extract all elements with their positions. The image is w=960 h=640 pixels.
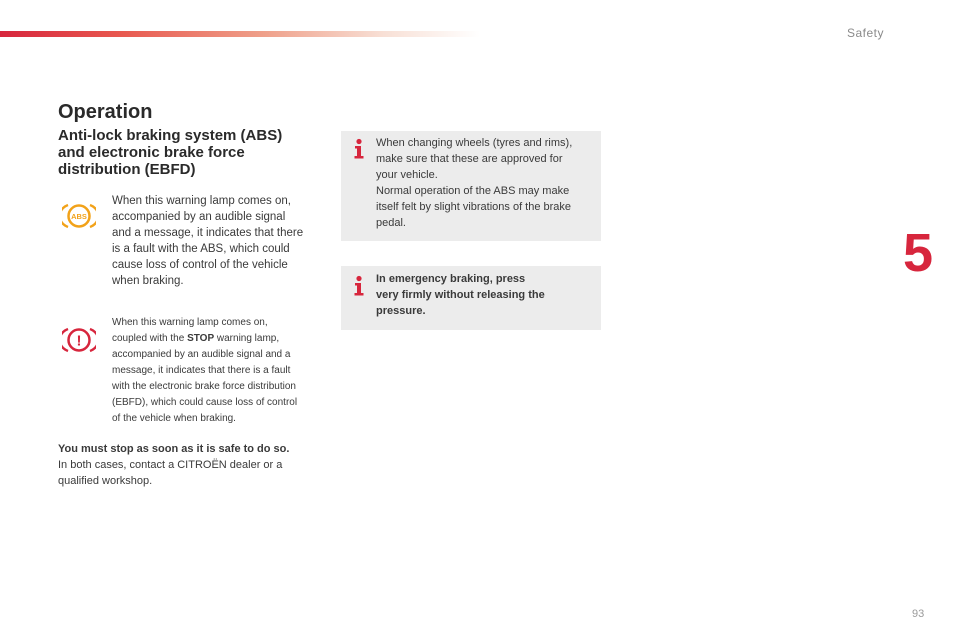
info-icon [350,138,368,160]
abs-warning-description [112,193,320,289]
subtitle-line: distribution (EBFD) [58,161,196,178]
text-line: accompanied by an audible signal [112,211,286,223]
abs-lamp-label: ABS [71,212,87,221]
info-box-emergency-braking [341,266,601,330]
header-accent-bar [0,31,480,37]
brake-warning-lamp-icon [62,325,96,355]
text-fragment: warning lamp, [214,333,280,344]
text-line: of the vehicle when braking. [112,413,236,424]
subtitle-line: and electronic brake force [58,144,245,161]
text-line: qualified workshop. [58,475,153,487]
info-box-text [376,135,598,231]
text-line: itself felt by slight vibrations of the brake [376,201,572,213]
text-line: (EBFD), which could cause loss of control [112,397,298,408]
text-line: make sure that these are approved for [376,153,563,165]
text-line: your vehicle. [376,169,438,181]
ebfd-lamp-label: ! [76,332,82,350]
section-subtitle [58,127,318,178]
info-box-text [376,271,586,319]
section-label: Safety [846,26,884,40]
subtitle-line: Anti-lock braking system (ABS) [58,127,283,144]
abs-warning-lamp-icon [62,201,96,231]
text-line: message, it indicates that there is a fault [112,365,291,376]
text-line: when braking. [112,275,184,287]
text-line: In emergency braking, press [376,273,526,285]
info-icon [350,275,368,297]
text-line: When this warning lamp comes on, [112,195,291,207]
page-number: 93 [912,608,925,620]
text-line: very firmly without releasing the [376,289,545,301]
stop-instruction-bold: You must stop as soon as it is safe to do so. [58,443,290,455]
text-line: and a message, it indicates that there [112,227,304,239]
text-line: cause loss of control of the vehicle [112,259,288,271]
text-line [112,331,320,347]
chapter-number: 5 [903,223,934,283]
text-line: pedal. [376,217,406,229]
stop-keyword: STOP [187,333,215,344]
page-title: Operation [58,101,153,123]
text-fragment: coupled with the [112,333,188,344]
text-line: accompanied by an audible signal and a [112,349,291,360]
info-box-wheel-change [341,131,601,241]
text-line: pressure. [376,305,426,317]
text-line: In both cases, contact a CITROËN dealer or a [58,459,283,471]
text-line: Normal operation of the ABS may make [376,185,570,197]
stop-instruction [58,441,320,489]
text-line: is a fault with the ABS, which could [112,243,290,255]
text-line: When changing wheels (tyres and rims), [376,137,573,149]
text-line: with the electronic brake force distribution [112,381,296,392]
ebfd-warning-description [112,315,320,427]
text-line: When this warning lamp comes on, [112,317,268,328]
